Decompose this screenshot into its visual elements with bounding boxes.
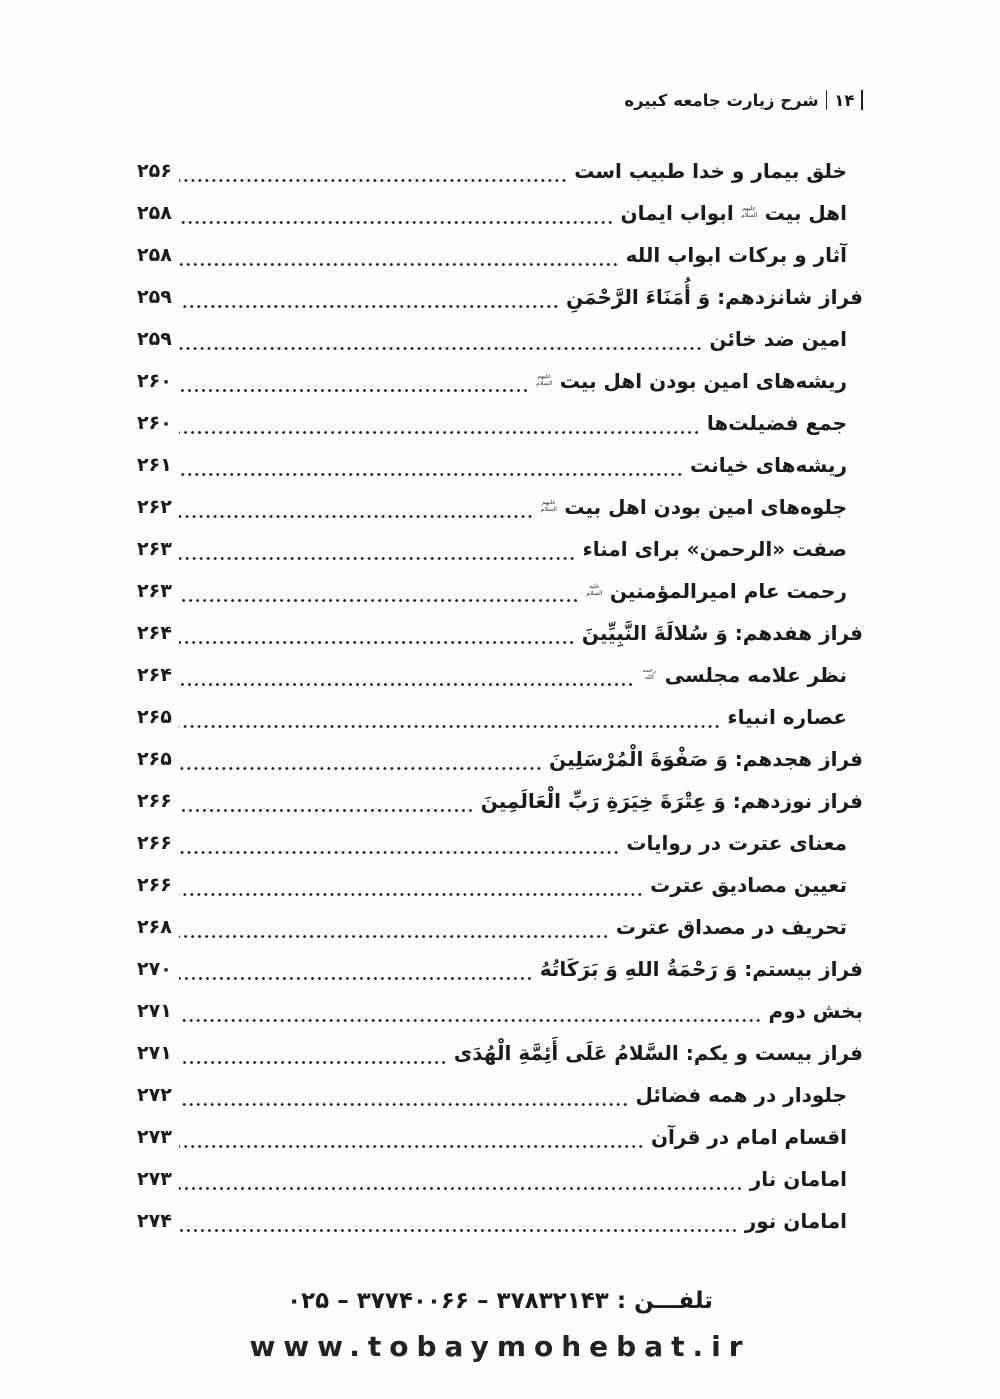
toc-entry [137,318,863,360]
dot-leader [179,150,567,192]
toc-entry-title: ریشه‌های امین بودن اهل بیت علیهم السلام [536,368,847,393]
toc-entry [137,1158,863,1200]
toc-entry-title: فراز شانزدهم: وَ أُمَنَاءَ الرَّحْمَنِ [566,284,863,309]
dot-leader [179,234,619,276]
toc-entry-title: جلودار در همه فضائل [635,1082,847,1107]
toc-entry-title: نظر علامه مجلسی رحمه الله [642,662,847,687]
toc-entry-title: معنای عترت در روایات [626,830,847,855]
toc-entry-title: فراز نوزدهم: وَ عِتْرَةَ خِیَرَةِ رَبِّ الْعَالَمِینَ [480,788,863,813]
toc-entry-page-number: ۲۶۶ [137,790,172,812]
toc-entry-title: اهل بیت علیهم السلام ابواب ایمان [620,200,847,225]
toc-entry-title: عصاره انبیاء [727,704,847,729]
toc-entry-page-number: ۲۶۲ [137,496,172,518]
toc-entry-page-number: ۲۵۹ [137,286,172,308]
toc-entry-page-number: ۲۷۳ [137,1168,172,1190]
toc-entry [137,654,863,696]
toc-entry-page-number: ۲۶۰ [137,370,172,392]
dot-leader [179,1200,738,1242]
toc-entry-page-number: ۲۶۳ [137,538,172,560]
toc-entry-page-number: ۲۶۶ [137,874,172,896]
dot-leader [179,276,559,318]
dot-leader [179,696,721,738]
header-divider [861,90,863,110]
toc-entry-title: بخش دوم [768,998,863,1023]
honorific-icon: علیهم السلام [540,499,557,513]
toc-entry [137,402,863,444]
toc-entry [137,570,863,612]
toc-entry [137,1116,863,1158]
toc-entry [137,1032,863,1074]
toc-entry-title: فراز هفدهم: وَ سُلالَةَ النَّبِیِّینَ [581,620,863,645]
toc-entry [137,486,863,528]
toc-entry-page-number: ۲۵۸ [137,202,172,224]
toc-entry [137,948,863,990]
toc-entry-title: فراز هجدهم: وَ صَفْوَةَ الْمُرْسَلِینَ [549,746,863,771]
toc-entry-title: فراز بیست و یکم: السَّلامُ عَلَی أَئِمَّةِ الْهُدَی [453,1040,863,1065]
toc-entry [137,444,863,486]
dot-leader [179,780,474,822]
dot-leader [179,192,614,234]
toc-entry-page-number: ۲۷۰ [137,958,172,980]
toc-entry-title: تعیین مصادیق عترت [650,872,847,897]
toc-entry-title: خلق بیمار و خدا طبیب است [574,158,847,183]
toc-entry-title: اقسام امام در قرآن [650,1124,847,1149]
dot-leader [179,360,529,402]
toc-entry-page-number: ۲۶۸ [137,916,172,938]
dot-leader [179,906,609,948]
honorific-icon: علیهم السلام [741,205,758,219]
toc-entry-page-number: ۲۶۶ [137,832,172,854]
toc-entry-page-number: ۲۵۸ [137,244,172,266]
toc-entry [137,1200,863,1242]
honorific-icon: علیه السلام [586,583,603,597]
toc-entry [137,360,863,402]
honorific-icon: رحمه الله [642,667,656,681]
toc-entry-page-number: ۲۷۳ [137,1126,172,1148]
toc-entry [137,150,863,192]
dot-leader [179,822,620,864]
dot-leader [179,528,576,570]
toc-entry-title: امین ضد خائن [709,326,847,351]
dot-leader [179,570,579,612]
dot-leader [179,402,700,444]
dot-leader [179,654,634,696]
dot-leader [179,318,703,360]
toc-entry-title: تحریف در مصداق عترت [615,914,847,939]
toc-entry-title: ریشه‌های خیانت [690,452,847,477]
toc-entry [137,864,863,906]
dot-leader [179,444,683,486]
toc-entry-page-number: ۲۶۵ [137,706,172,728]
toc-entry [137,738,863,780]
toc-entry-page-number: ۲۶۱ [137,454,172,476]
toc-entry [137,192,863,234]
toc-entry [137,696,863,738]
toc-entry-page-number: ۲۶۴ [137,622,172,644]
toc-entry-title: رحمت عام امیرالمؤمنین علیه السلام [586,578,847,603]
toc-entry [137,234,863,276]
dot-leader [179,612,575,654]
toc-entry-title: جمع فضیلت‌ها [706,410,847,435]
toc-entry-page-number: ۲۵۶ [137,160,172,182]
phone-numbers: ۳۷۸۳۲۱۴۳ – ۳۷۷۴۰۰۶۶ – ۰۲۵ [287,1288,609,1314]
dot-leader [179,990,762,1032]
toc-entry-page-number: ۲۶۰ [137,412,172,434]
toc-entry-title: فراز بیستم: وَ رَحْمَةُ اللهِ وَ بَرَکَاتُهُ [539,956,863,981]
toc-entry [137,528,863,570]
header-book-title: شرح زیارت جامعه کبیره [624,90,819,110]
header-divider [826,90,828,110]
toc-entry [137,906,863,948]
footer-phone [0,1288,1000,1314]
table-of-contents [137,150,863,1242]
toc-entry-title: امامان نور [744,1208,847,1233]
footer-website: www.tobaymohebat.ir [249,1330,751,1363]
dot-leader [179,1116,644,1158]
dot-leader [179,1158,743,1200]
header-page-number: ۱۴ [834,90,855,110]
toc-entry [137,780,863,822]
toc-entry-page-number: ۲۵۹ [137,328,172,350]
toc-entry [137,1074,863,1116]
toc-entry [137,612,863,654]
toc-entry-page-number: ۲۷۱ [137,1042,172,1064]
toc-entry [137,822,863,864]
dot-leader [179,486,534,528]
toc-entry [137,990,863,1032]
page-header [624,90,863,110]
toc-entry-title: جلوه‌های امین بودن اهل بیت علیهم السلام [540,494,847,519]
dot-leader [179,948,533,990]
toc-entry-page-number: ۲۶۴ [137,664,172,686]
toc-entry-title: صفت «الرحمن» برای امناء [582,536,847,561]
dot-leader [179,1032,447,1074]
toc-entry-title: آثار و برکات ابواب الله [625,242,847,267]
honorific-icon: علیهم السلام [536,373,553,387]
phone-label: تلفـــن : [616,1288,713,1314]
toc-entry-page-number: ۲۷۴ [137,1210,172,1232]
toc-entry-page-number: ۲۷۱ [137,1000,172,1022]
toc-entry-page-number: ۲۶۵ [137,748,172,770]
toc-entry-page-number: ۲۷۲ [137,1084,172,1106]
toc-entry-title: امامان نار [749,1166,847,1191]
dot-leader [179,864,643,906]
toc-entry-page-number: ۲۶۳ [137,580,172,602]
dot-leader [179,1074,629,1116]
toc-entry [137,276,863,318]
dot-leader [179,738,542,780]
